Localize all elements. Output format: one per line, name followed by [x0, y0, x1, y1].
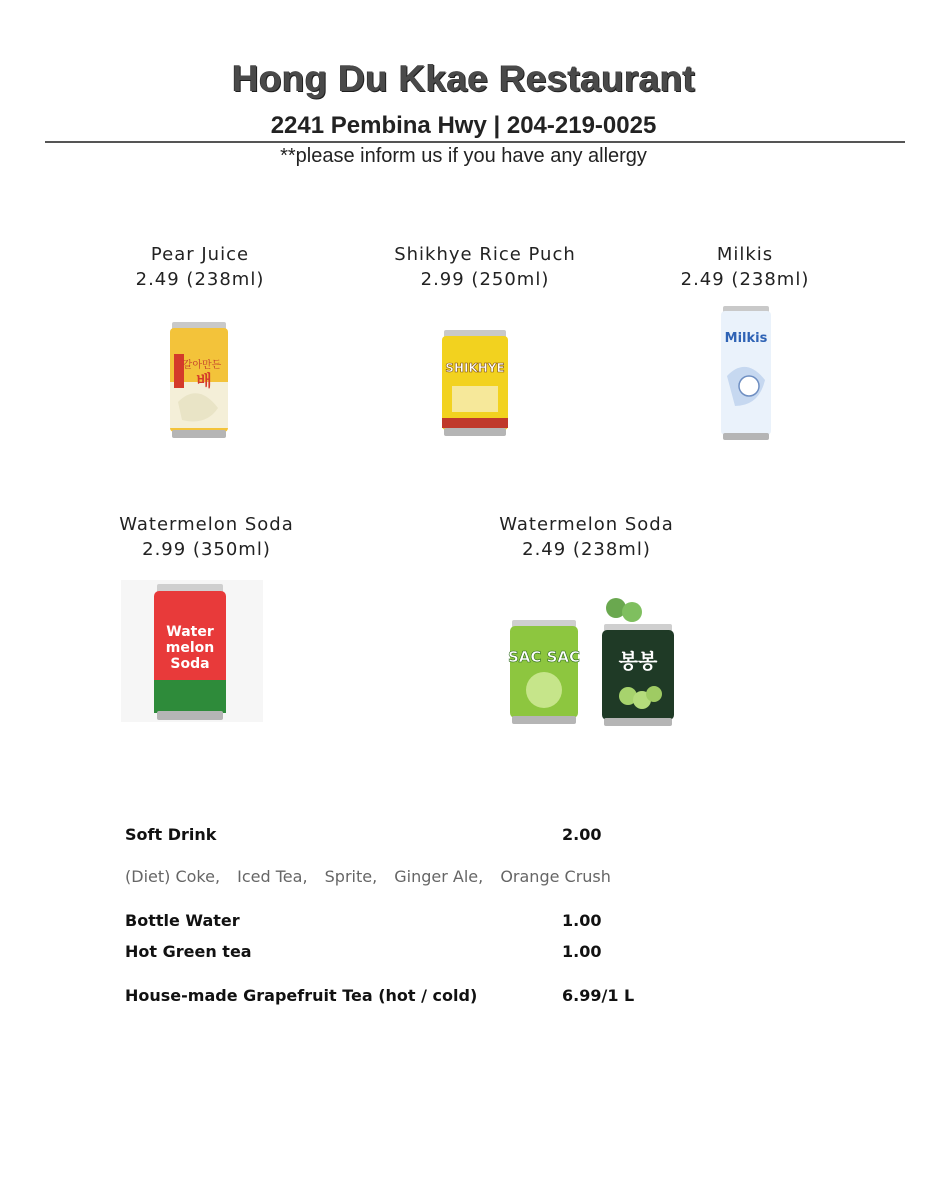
drink-name: Hot Green tea: [125, 942, 252, 961]
drink-price: 1.00: [562, 911, 602, 930]
product-name: Milkis: [716, 244, 774, 265]
soft-drink-option: (Diet) Coke,: [125, 867, 221, 886]
shikhye-can-text: SHIKHYE: [445, 361, 505, 375]
drink-name: Soft Drink: [125, 825, 217, 844]
milkis-can-text: Milkis: [724, 331, 768, 346]
product-watermelon-soda-350: [100, 512, 313, 562]
product-price: 2.49 (238ml): [522, 539, 651, 560]
shikhye-can-image: [440, 330, 510, 436]
product-shikhye: [375, 242, 595, 292]
milkis-can-image: [719, 306, 773, 440]
soft-drink-option: Ginger Ale,: [394, 867, 484, 886]
product-name: Watermelon Soda: [499, 514, 674, 535]
allergy-note: **please inform us if you have any allergy: [280, 145, 647, 167]
product-milkis: [645, 242, 845, 292]
watermelon-soda-can-image: [152, 584, 228, 720]
drink-price: 6.99/1 L: [562, 986, 635, 1005]
soft-drink-options: [125, 867, 623, 886]
product-price: 2.49 (238ml): [135, 269, 265, 290]
product-name: Pear Juice: [150, 244, 250, 265]
product-name: Shikhye Rice Puch: [394, 244, 576, 265]
product-price: 2.49 (238ml): [680, 269, 810, 290]
sac-sac-can-image: [508, 620, 580, 724]
address-phone: 2241 Pembina Hwy | 204-219-0025: [270, 112, 657, 139]
bongbong-can-text: 봉봉: [618, 649, 658, 673]
svg-text:Water: Water: [166, 624, 214, 640]
svg-text:Soda: Soda: [170, 656, 210, 672]
bongbong-can-image: [598, 596, 678, 726]
soft-drink-option: Orange Crush: [500, 867, 611, 886]
svg-text:melon: melon: [165, 640, 215, 656]
sac-sac-can-text: SAC SAC: [508, 648, 580, 666]
watermelon-can-text: [166, 624, 214, 672]
product-pear-juice: [100, 242, 300, 292]
soft-drink-option: Iced Tea,: [237, 867, 308, 886]
product-price: 2.99 (350ml): [142, 539, 271, 560]
svg-text:갈아만든: 갈아만든: [182, 360, 222, 371]
pear-juice-can-image: [168, 322, 230, 438]
product-name: Watermelon Soda: [119, 514, 294, 535]
restaurant-name: Hong Du Kkae Restaurant: [231, 58, 696, 99]
drink-name: Bottle Water: [125, 911, 240, 930]
drink-price: 2.00: [562, 825, 602, 844]
pear-can-text: 배: [196, 371, 212, 390]
drink-price: 1.00: [562, 942, 602, 961]
drink-name: House-made Grapefruit Tea (hot / cold): [125, 986, 478, 1005]
header-divider: [45, 141, 905, 143]
product-watermelon-soda-238: [480, 512, 693, 562]
soft-drink-option: Sprite,: [324, 867, 378, 886]
product-price: 2.99 (250ml): [420, 269, 550, 290]
